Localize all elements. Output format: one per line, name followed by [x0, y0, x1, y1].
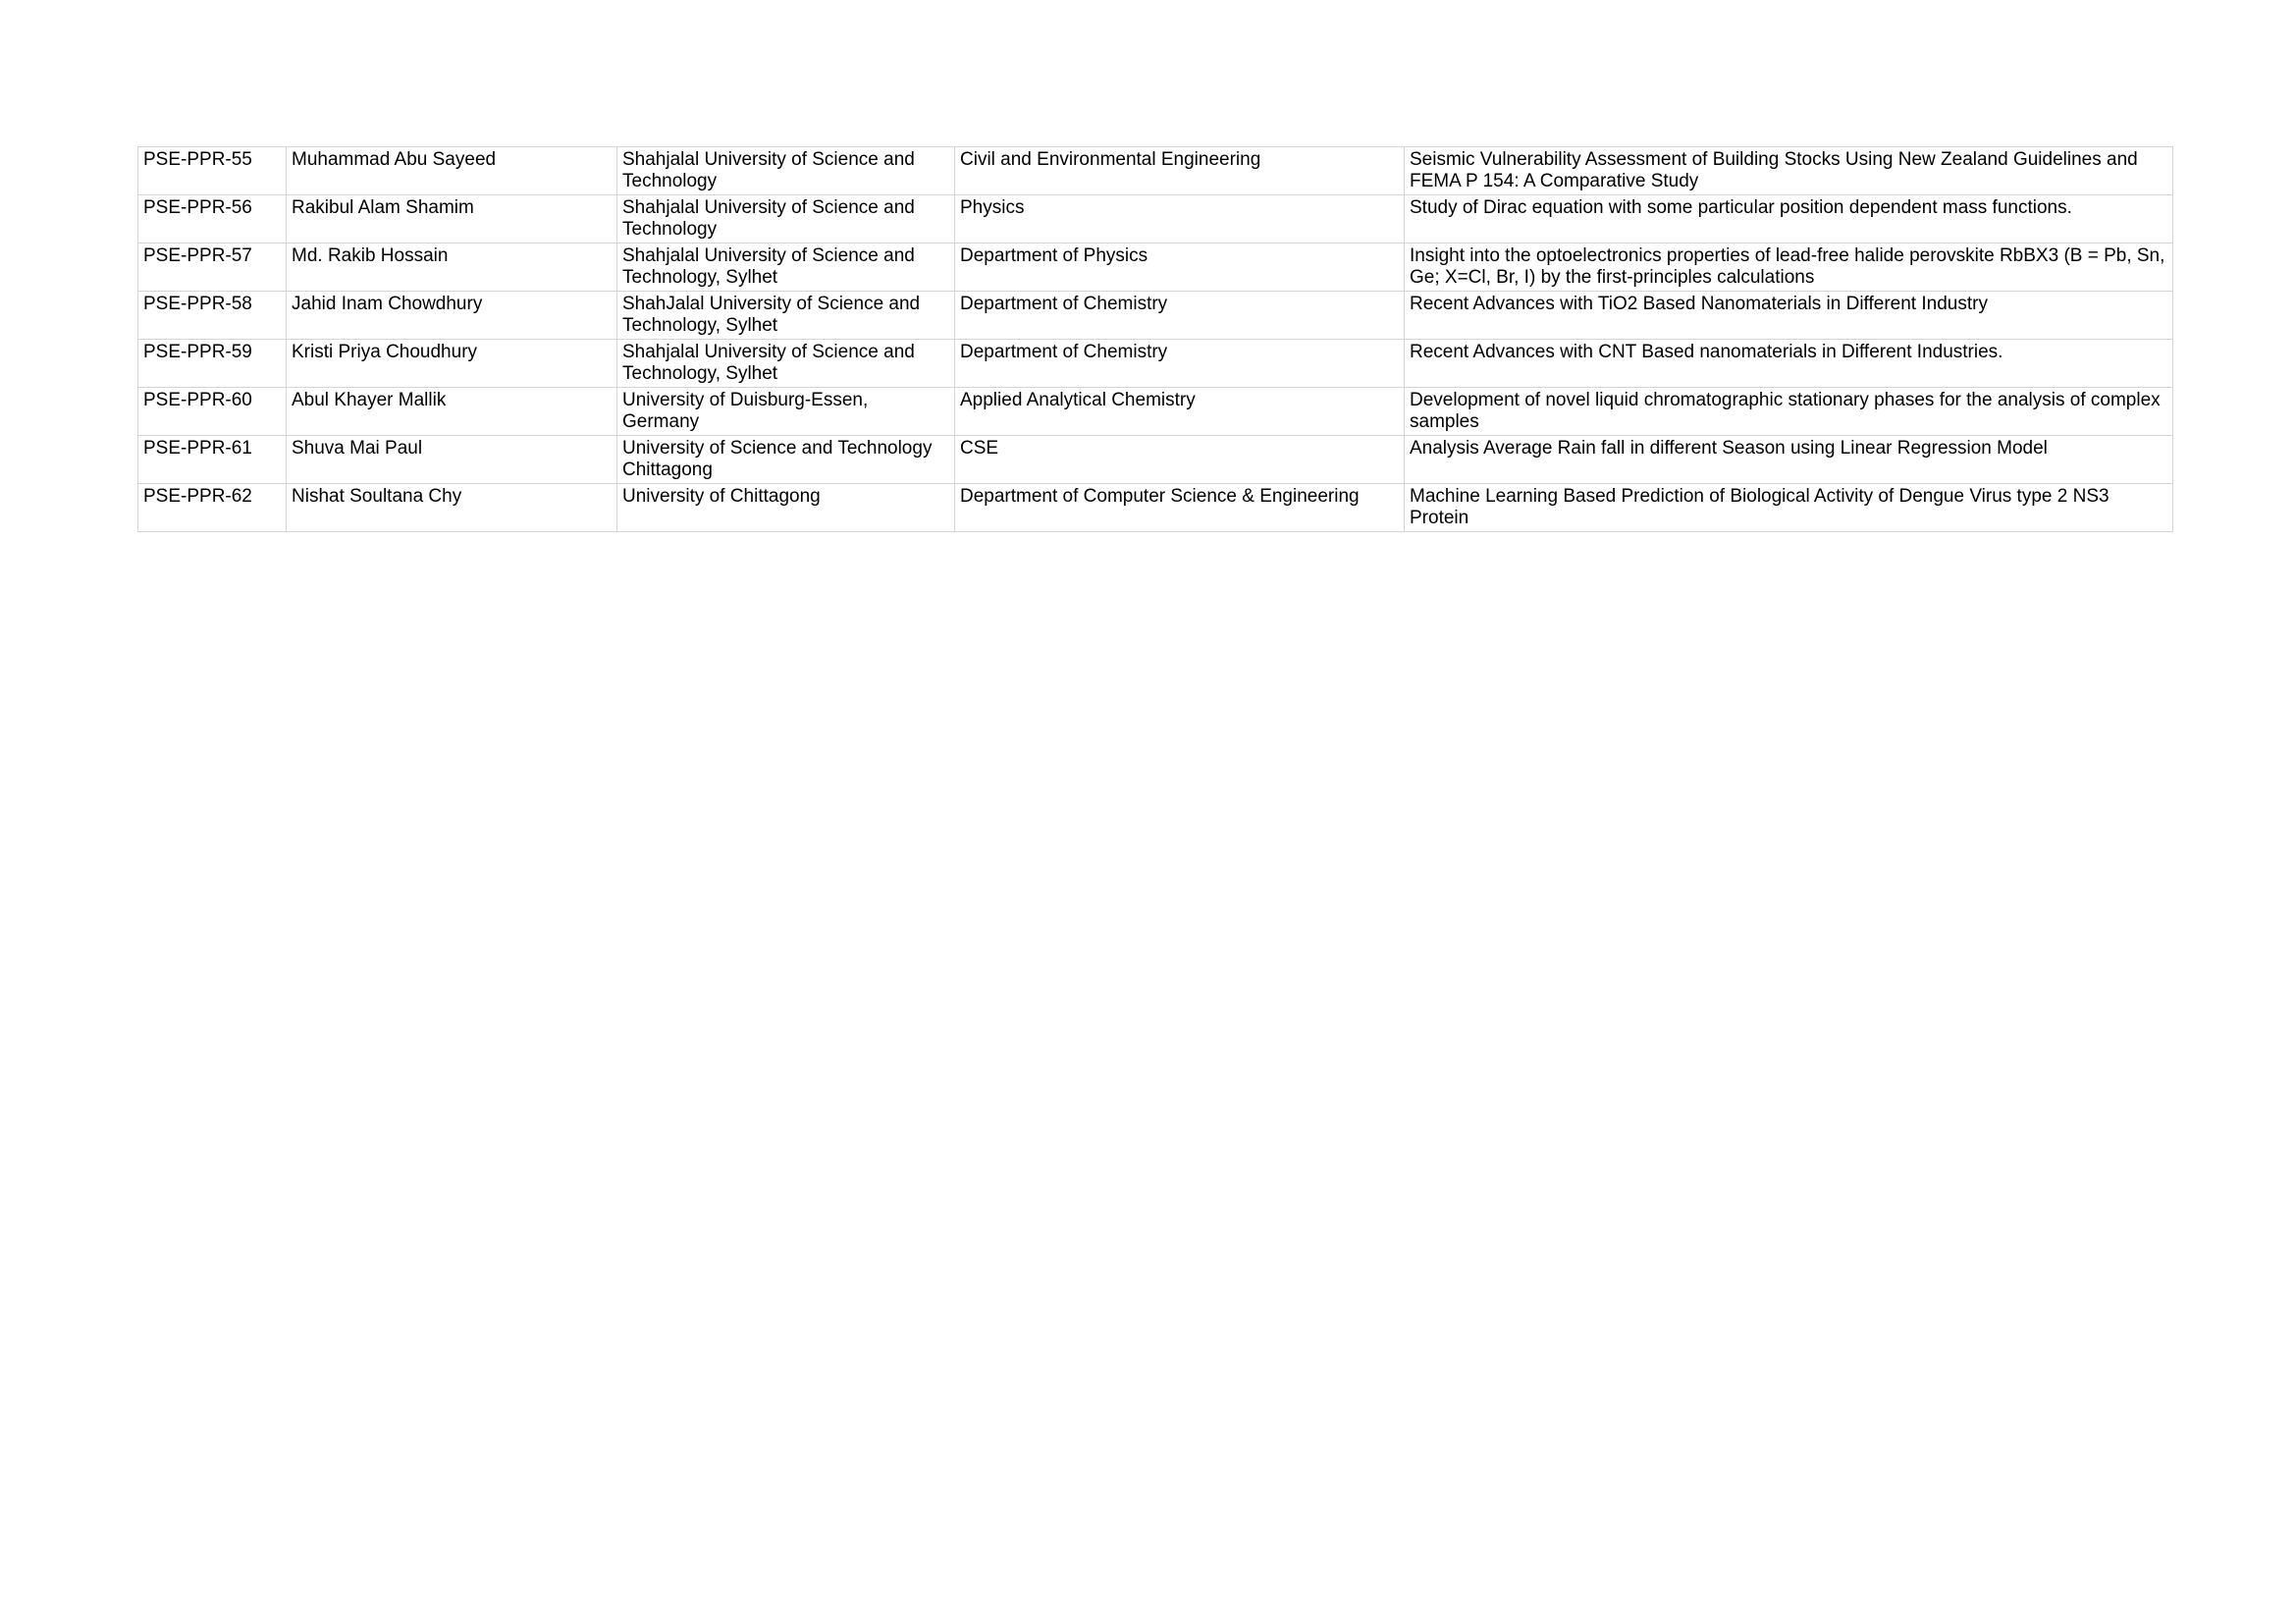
- paper-list-table: [137, 146, 2173, 532]
- university-cell: Shahjalal University of Science and Technology: [617, 195, 955, 243]
- paper-title-cell: Study of Dirac equation with some particular position dependent mass functions.: [1405, 195, 2173, 243]
- paper-title-cell: Machine Learning Based Prediction of Biological Activity of Dengue Virus type 2 NS3 Protein: [1405, 484, 2173, 532]
- paper-id-cell: PSE-PPR-60: [138, 388, 287, 436]
- author-name-cell: Muhammad Abu Sayeed: [287, 147, 617, 195]
- department-cell: Department of Chemistry: [955, 292, 1405, 340]
- department-cell: Department of Physics: [955, 243, 1405, 292]
- university-cell: ShahJalal University of Science and Technology, Sylhet: [617, 292, 955, 340]
- author-name-cell: Shuva Mai Paul: [287, 436, 617, 484]
- author-name-cell: Abul Khayer Mallik: [287, 388, 617, 436]
- department-cell: Civil and Environmental Engineering: [955, 147, 1405, 195]
- department-cell: Department of Computer Science & Engineering: [955, 484, 1405, 532]
- author-name-cell: Rakibul Alam Shamim: [287, 195, 617, 243]
- paper-id-cell: PSE-PPR-56: [138, 195, 287, 243]
- table-row: [138, 436, 2173, 484]
- paper-id-cell: PSE-PPR-62: [138, 484, 287, 532]
- author-name-cell: Md. Rakib Hossain: [287, 243, 617, 292]
- table-row: [138, 243, 2173, 292]
- paper-id-cell: PSE-PPR-61: [138, 436, 287, 484]
- university-cell: University of Duisburg-Essen, Germany: [617, 388, 955, 436]
- author-name-cell: Jahid Inam Chowdhury: [287, 292, 617, 340]
- paper-id-cell: PSE-PPR-59: [138, 340, 287, 388]
- table-row: [138, 195, 2173, 243]
- university-cell: University of Chittagong: [617, 484, 955, 532]
- university-cell: Shahjalal University of Science and Technology, Sylhet: [617, 340, 955, 388]
- author-name-cell: Kristi Priya Choudhury: [287, 340, 617, 388]
- department-cell: Applied Analytical Chemistry: [955, 388, 1405, 436]
- university-cell: Shahjalal University of Science and Technology: [617, 147, 955, 195]
- paper-title-cell: Recent Advances with CNT Based nanomaterials in Different Industries.: [1405, 340, 2173, 388]
- university-cell: University of Science and Technology Chittagong: [617, 436, 955, 484]
- table-row: [138, 484, 2173, 532]
- paper-id-cell: PSE-PPR-57: [138, 243, 287, 292]
- department-cell: Physics: [955, 195, 1405, 243]
- table-row: [138, 147, 2173, 195]
- paper-title-cell: Development of novel liquid chromatographic stationary phases for the analysis of complex samples: [1405, 388, 2173, 436]
- paper-title-cell: Seismic Vulnerability Assessment of Building Stocks Using New Zealand Guidelines and FEMA P 154: A Comparative Study: [1405, 147, 2173, 195]
- university-cell: Shahjalal University of Science and Technology, Sylhet: [617, 243, 955, 292]
- table-row: [138, 340, 2173, 388]
- paper-title-cell: Insight into the optoelectronics properties of lead-free halide perovskite RbBX3 (B = Pb, Sn, Ge; X=Cl, Br, I) by the first-principles calculations: [1405, 243, 2173, 292]
- paper-title-cell: Recent Advances with TiO2 Based Nanomaterials in Different Industry: [1405, 292, 2173, 340]
- paper-id-cell: PSE-PPR-58: [138, 292, 287, 340]
- paper-id-cell: PSE-PPR-55: [138, 147, 287, 195]
- table-row: [138, 388, 2173, 436]
- department-cell: Department of Chemistry: [955, 340, 1405, 388]
- paper-title-cell: Analysis Average Rain fall in different Season using Linear Regression Model: [1405, 436, 2173, 484]
- table-row: [138, 292, 2173, 340]
- author-name-cell: Nishat Soultana Chy: [287, 484, 617, 532]
- department-cell: CSE: [955, 436, 1405, 484]
